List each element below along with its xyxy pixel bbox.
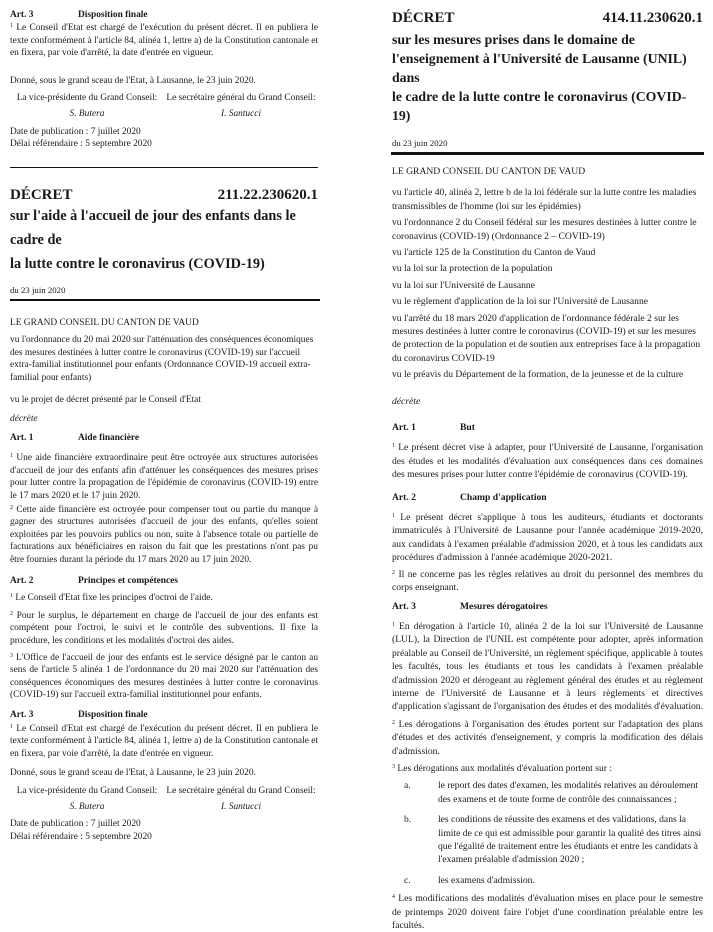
article-heading: Art. 3 Mesures dérogatoires: [392, 601, 548, 613]
considerant: vu le projet de décret présenté par le Conseil d'Etat: [10, 395, 201, 406]
signature-titles: La vice-présidente du Grand Conseil: Le secrétaire général du Grand Conseil:: [16, 93, 316, 104]
paragraph: $^4$ Les modifications des modalités d'évaluation mises en place pour le semestre de printemps 2020 doivent faire l'objet d'une coordination préalable entre les facultés.: [392, 893, 704, 931]
paragraph: $^2$ Il ne concerne pas les règles relatives au droit du personnel des membres du corps enseignant.: [392, 568, 703, 594]
list-item: b. les conditions de réussite des examens et des validations, dans la limite de ce qui est admissible pour garantir la qualité des titres ainsi que l'égalité de traitement entre les étudiants et entre les candidats à l'examen préalable d'admission 2020 ;: [404, 814, 702, 866]
article-heading: Art. 1 Aide financière: [10, 432, 140, 443]
considerant: vu l'arrêté du 18 mars 2020 d'application de l'ordonnance fédérale 2 sur les mesures destinées à lutter contre le coronavirus (COVID-19) et sur les mesures de protection de la population et de soutien aux entreprises face à la propagation du coronavirus COVID-19: [392, 312, 701, 364]
paragraph: $^1$ Le présent décret s'applique à tous les auditeurs, étudiants et doctorants immatriculés à l'Université de Lausanne pour l'année académique 2019-2020, aux candidats à l'examen préalable d'admission 2020, et à tous les candidats aux procédures d'admission à l'année académique 2020-2021.: [392, 512, 703, 564]
considerant: vu le règlement d'application de la loi sur l'Université de Lausanne: [392, 296, 649, 308]
publication-date: Date de publication : 7 juillet 2020: [10, 819, 141, 830]
decree-date: du 23 juin 2020: [392, 138, 448, 148]
decree-header: DÉCRET 211.22.230620.1: [10, 187, 318, 204]
considerant: vu l'ordonnance du 20 mai 2020 sur l'atténuation des conséquences économiques des mesures destinées à lutter contre le coronavirus (COVID-19) sur l'accueil extra-familial institutionnel pour enfants (Ordonnance COVID-19 accueil extra-familial pour enfants): [10, 335, 314, 383]
article-heading: Art. 3 Disposition finale: [10, 10, 148, 20]
given-statement: Donné, sous le grand sceau de l'Etat, à Lausanne, le 23 juin 2020.: [10, 75, 256, 86]
paragraph: $^3$ Les dérogations aux modalités d'évaluation portent sur :: [392, 762, 613, 774]
considerant: vu l'article 40, alinéa 2, lettre b de la loi fédérale sur la lutte contre les maladies transmissibles de l'homme (loi sur les épidémies): [392, 187, 697, 212]
signature-names: S. Butera I. Santucci: [69, 109, 262, 120]
article-heading: Art. 2 Principes et compétences: [10, 575, 178, 586]
publication-date: Date de publication : 7 juillet 2020: [10, 126, 141, 137]
signature-names: S. Butera I. Santucci: [69, 802, 262, 813]
paragraph: $^2$ Cette aide financière est octroyée pour compenser tout ou partie du manque à gagner des structures autorisées d'accueil de jour des enfants, qu'elles soient exploitées par les pouvoirs publics ou non, suite à l'absence totale ou partielle de facturations aux bénéficiaires en raison du fait que les prestations n'ont pas pu être fournies durant la période du 17 mars 2020 au 17 juin 2020.: [10, 504, 318, 565]
decree-title: sur l'aide à l'accueil de jour des enfants dans le cadre de la lutte contre le coronavirus (COVID-19): [10, 208, 296, 273]
header-rule: [391, 152, 704, 155]
paragraph: $^1$ Le Conseil d'Etat fixe les principes d'octroi de l'aide.: [10, 593, 213, 604]
paragraph: $^1$ En dérogation à l'article 10, alinéa 2 de la loi sur l'Université de Lausanne (LUL), la Direction de l'UNIL est compétente pour adopter, après information préalable au Conseil de l'Université, un règlement spécifique, applicable à toutes les facultés, tous les étudiants et tous les candidats à l'examen préalable d'admission 2020 et dérogeant au règlement général des études et au règlement interne de l'Université de Lausanne et à leurs règlements et directives d'application s'agissant de l'organisation des études et des modalités d'évaluation.: [392, 620, 704, 713]
decree-header: DÉCRET 414.11.230620.1: [392, 10, 703, 26]
given-statement: Donné, sous le grand sceau de l'Etat, à Lausanne, le 23 juin 2020.: [10, 768, 256, 779]
section-divider: [10, 167, 318, 169]
paragraph: $^1$ Une aide financière extraordinaire peut être octroyée aux structures autorisées d'accueil de jour des enfants afin d'atténuer les conséquences des mesures prises pour lutter contre la propagation de l'épidémie de coronavirus (COVID-19) entre le 17 mars 2020 et le 17 juin 2020.: [10, 453, 319, 501]
signature-titles: La vice-présidente du Grand Conseil: Le secrétaire général du Grand Conseil:: [16, 785, 316, 796]
decrete-label: décrète: [10, 413, 38, 424]
considerant: vu la loi sur l'Université de Lausanne: [392, 279, 535, 291]
council-heading: LE GRAND CONSEIL DU CANTON DE VAUD: [392, 165, 586, 177]
considerant: vu l'article 125 de la Constitution du Canton de Vaud: [392, 246, 596, 258]
decree-title: sur les mesures prises dans le domaine de l'enseignement à l'Université de Lausanne (UNIL) dans le cadre de la lutte contre le coronavirus (COVID-19): [392, 32, 687, 123]
header-rule: [10, 299, 320, 302]
list-item: c. les examens d'admission.: [404, 874, 535, 886]
article-heading: Art. 3 Disposition finale: [10, 709, 148, 720]
referendum-deadline: Délai référendaire : 5 septembre 2020: [10, 831, 152, 842]
considerant: vu le préavis du Département de la formation, de la jeunesse et de la culture: [392, 369, 684, 381]
paragraph: $^1$ Le Conseil d'Etat est chargé de l'exécution du présent décret. Il en publiera le texte conformément à l'article 84, alinéa 1, lettre a) de la Constitution cantonale et en fixera, par voie d'arrêté, la date d'entrée en vigueur.: [10, 23, 318, 59]
referendum-deadline: Délai référendaire : 5 septembre 2020: [10, 139, 152, 150]
council-heading: LE GRAND CONSEIL DU CANTON DE VAUD: [10, 318, 199, 329]
decrete-label: décrète: [392, 395, 421, 407]
article-heading: Art. 1 But: [392, 422, 475, 433]
left-column: [10, 0, 318, 843]
decree-date: du 23 juin 2020: [10, 285, 66, 296]
considerant: vu l'ordonnance 2 du Conseil fédéral sur les mesures destinées à lutter contre le coronavirus (COVID-19) (Ordonnance 2 – COVID-19): [392, 217, 697, 242]
article-heading: Art. 2 Champ d'application: [392, 491, 547, 503]
paragraph: $^3$ L'Office de l'accueil de jour des enfants est le service désigné par le canton au sens de l'article 5 alinéa 1 de l'ordonnance du 20 mai 2020 sur l'atténuation des conséquences économiques des mesures destinées à lutter contre le coronavirus (COVID-19) sur l'accueil extra-familial institutionnel pour enfants.: [10, 653, 319, 701]
paragraph: $^1$ Le présent décret vise à adapter, pour l'Université de Lausanne, l'organisation des études et les modalités d'évaluation aux conséquences dans ces domaines des mesures prises pour lutter contre l'épidémie de coronavirus (COVID-19).: [392, 442, 703, 481]
list-item: a. le report des dates d'examen, les modalités relatives au déroulement des examens et de toute forme de contrôle des connaissances ;: [404, 780, 699, 805]
right-column: [392, 0, 703, 932]
paragraph: $^2$ Pour le surplus, le département en charge de l'accueil de jour des enfants est compétent pour l'octroi, le suivi et le contrôle des subventions. Il fixe la procédure, les conditions et les modalités d'octroi des aides.: [10, 610, 318, 646]
paragraph: $^2$ Les dérogations à l'organisation des études portent sur l'adaptation des plans d'études et des activités d'enseignement, y compris la modification des délais d'admission.: [392, 718, 704, 757]
paragraph: $^1$ Le Conseil d'Etat est chargé de l'exécution du présent décret. Il en publiera le texte conformément à l'article 84, alinéa 1, lettre a) de la Constitution cantonale et en fixera, par voie d'arrêté, la date d'entrée en vigueur.: [10, 724, 318, 759]
considerant: vu la loi sur la protection de la population: [392, 263, 553, 275]
